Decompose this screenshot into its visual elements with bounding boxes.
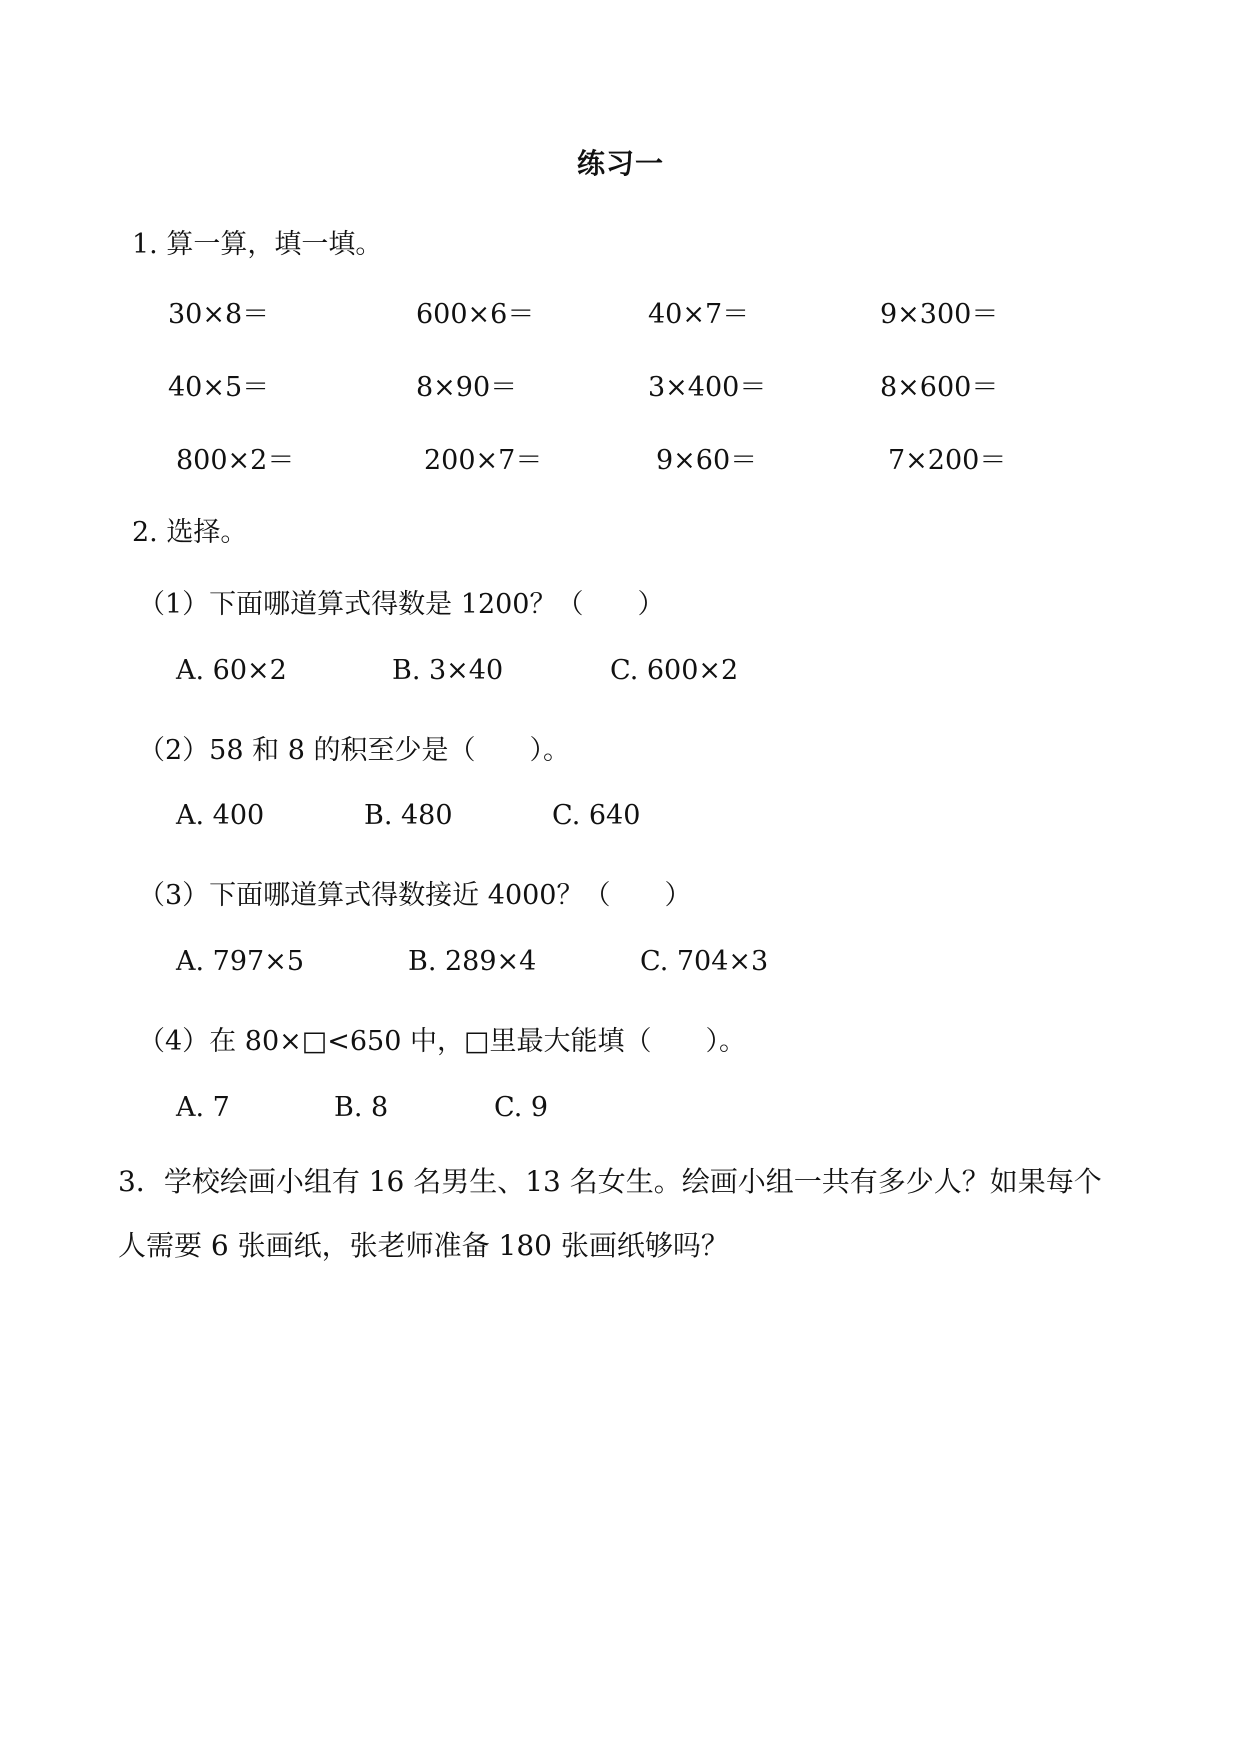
page-title: 练习一 [576, 147, 664, 180]
question-4: （4）在 80×□<650 中，□里最大能填（ ）。 [138, 1026, 747, 1057]
section-2-heading: 2. 选择。 [132, 517, 248, 548]
expression: 40×7＝ [648, 299, 750, 330]
option-c: C. 704×3 [640, 946, 769, 977]
expression: 3×400＝ [648, 372, 767, 403]
expression: 800×2＝ [176, 445, 295, 476]
expression: 200×7＝ [424, 445, 543, 476]
expression: 9×60＝ [656, 445, 758, 476]
expression: 7×200＝ [888, 445, 1007, 476]
option-a: A. 7 [176, 1092, 230, 1123]
word-problem: 3．学校绘画小组有 16 名男生、13 名女生。绘画小组一共有多少人？如果每个人需要 6 张画纸，张老师准备 180 张画纸够吗？ [118, 1165, 1102, 1262]
question-3: （3）下面哪道算式得数接近 4000？（ ） [138, 880, 692, 911]
expression: 8×90＝ [416, 372, 518, 403]
question-1: （1）下面哪道算式得数是 1200？（ ） [138, 589, 665, 620]
option-c: C. 600×2 [610, 655, 739, 686]
expression: 8×600＝ [880, 372, 999, 403]
expression: 9×300＝ [880, 299, 999, 330]
option-b: B. 3×40 [392, 655, 504, 686]
option-a: A. 400 [176, 800, 265, 831]
expression: 30×8＝ [168, 299, 270, 330]
option-b: B. 480 [364, 800, 453, 831]
option-a: A. 60×2 [176, 655, 287, 686]
expression: 40×5＝ [168, 372, 270, 403]
option-b: B. 8 [334, 1092, 389, 1123]
section-1-heading: 1. 算一算，填一填。 [132, 229, 383, 260]
option-a: A. 797×5 [176, 946, 304, 977]
option-c: C. 640 [552, 800, 641, 831]
option-c: C. 9 [494, 1092, 549, 1123]
expression: 600×6＝ [416, 299, 535, 330]
question-2: （2）58 和 8 的积至少是（ ）。 [138, 735, 570, 766]
option-b: B. 289×4 [408, 946, 537, 977]
